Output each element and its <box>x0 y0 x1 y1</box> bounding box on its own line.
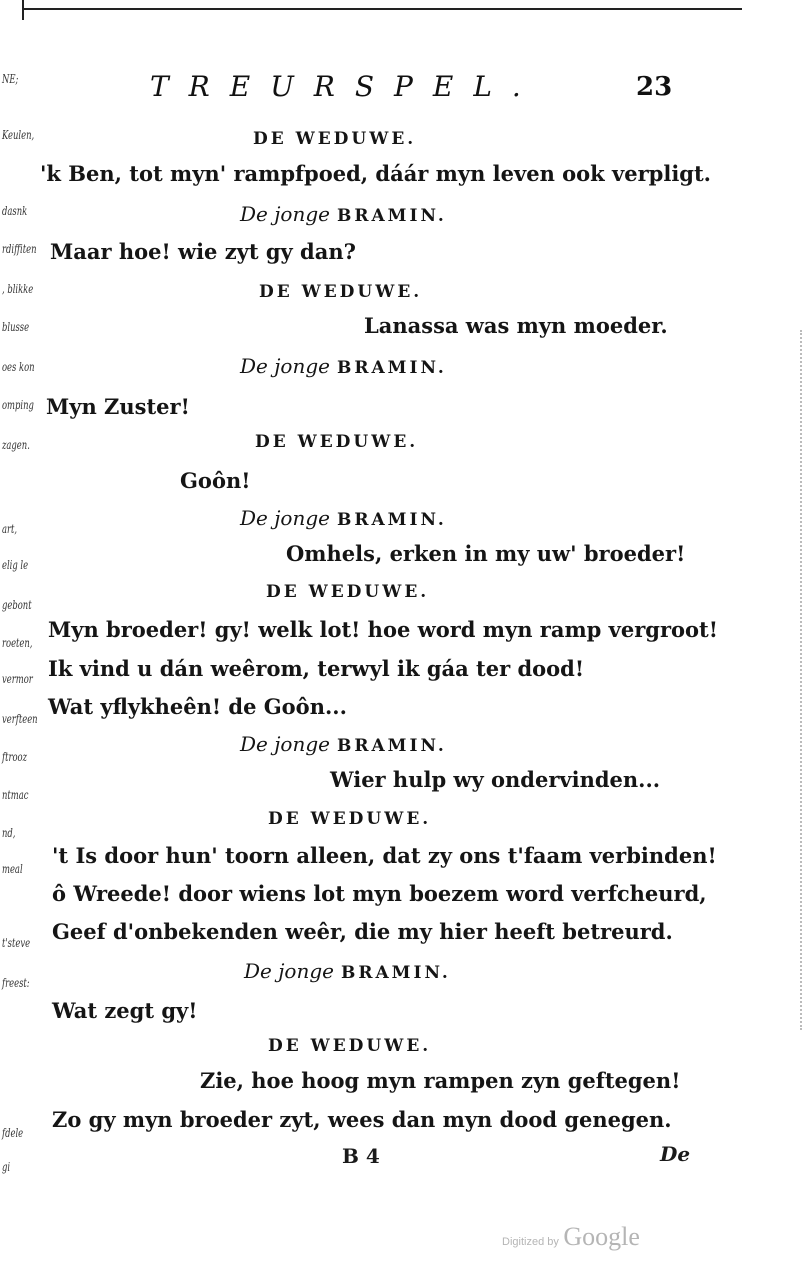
margin-fragment: ftrooz <box>2 750 28 764</box>
margin-fragment: gi <box>2 1160 11 1174</box>
speaker-line <box>240 201 447 229</box>
verse-line: 'k Ben, tot myn' rampfpoed, dáár myn leven ook verpligt. <box>40 161 711 186</box>
margin-fragment: meal <box>2 862 23 876</box>
speaker-line: DE WEDUWE. <box>259 282 423 302</box>
margin-fragment: zagen. <box>2 438 30 452</box>
speaker-line <box>240 353 447 381</box>
speaker-prefix: De jonge <box>240 202 330 226</box>
verse-line: Zie, hoe hoog myn rampen zyn geftegen! <box>200 1068 681 1093</box>
previous-page-gutter <box>0 0 42 1282</box>
margin-fragment: t'steve <box>2 936 31 950</box>
margin-fragment: fdele <box>2 1126 24 1140</box>
margin-fragment: NE; <box>2 72 19 86</box>
verse-line: ô Wreede! door wiens lot myn boezem word verfcheurd, <box>52 881 707 906</box>
speaker-line <box>240 505 447 533</box>
running-title: TREURSPEL. <box>150 70 541 103</box>
speaker-prefix: De jonge <box>240 506 330 530</box>
speaker-name: BRAMIN. <box>337 510 447 530</box>
margin-fragment: elig le <box>2 558 29 572</box>
margin-fragment: vermor <box>2 672 33 686</box>
verse-line: Wat zegt gy! <box>52 998 198 1023</box>
verse-line: Geef d'onbekenden weêr, die my hier heeft betreurd. <box>52 919 673 944</box>
margin-fragment: omping <box>2 398 34 412</box>
speaker-line: DE WEDUWE. <box>255 432 419 452</box>
verse-line: Omhels, erken in my uw' broeder! <box>286 541 686 566</box>
digitization-watermark <box>502 1222 640 1252</box>
verse-line: Ik vind u dán weêrom, terwyl ik gáa ter dood! <box>48 656 585 681</box>
page-number: 23 <box>636 72 673 102</box>
margin-fragment: , blikke <box>2 282 34 296</box>
speaker-name: BRAMIN. <box>337 358 447 378</box>
margin-fragment: ntmac <box>2 788 29 802</box>
margin-fragment: blusse <box>2 320 30 334</box>
catchword: De <box>660 1142 691 1166</box>
right-edge-dots <box>800 330 805 1030</box>
margin-fragment: dasnk <box>2 204 28 218</box>
margin-fragment: art, <box>2 522 18 536</box>
verse-line: Maar hoe! wie zyt gy dan? <box>50 239 356 264</box>
speaker-line <box>240 731 447 759</box>
verse-line: 't Is door hun' toorn alleen, dat zy ons t'faam verbinden! <box>52 843 717 868</box>
speaker-prefix: De jonge <box>244 959 334 983</box>
speaker-name: BRAMIN. <box>337 206 447 226</box>
verse-line: Wier hulp wy ondervinden... <box>330 767 661 792</box>
speaker-line <box>244 958 451 986</box>
google-logo: Google <box>563 1222 640 1251</box>
signature-mark: B 4 <box>342 1144 380 1168</box>
margin-fragment: Keulen, <box>2 128 35 142</box>
speaker-name: BRAMIN. <box>341 963 451 983</box>
speaker-prefix: De jonge <box>240 354 330 378</box>
verse-line: Wat yflykheên! de Goôn... <box>48 694 347 719</box>
margin-fragment: rdiffiten <box>2 242 37 256</box>
speaker-line: DE WEDUWE. <box>253 129 417 149</box>
speaker-line: DE WEDUWE. <box>268 809 432 829</box>
margin-fragment: roeten, <box>2 636 33 650</box>
verse-line: Goôn! <box>180 468 251 493</box>
watermark-prefix: Digitized by <box>502 1236 559 1248</box>
margin-fragment: freest: <box>2 976 30 990</box>
verse-line: Myn broeder! gy! welk lot! hoe word myn ramp vergroot! <box>48 617 718 642</box>
speaker-line: DE WEDUWE. <box>268 1036 432 1056</box>
verse-line: Lanassa was myn moeder. <box>364 313 668 338</box>
margin-fragment: gebont <box>2 598 32 612</box>
speaker-name: BRAMIN. <box>337 736 447 756</box>
margin-fragment: nd, <box>2 826 16 840</box>
speaker-line: DE WEDUWE. <box>266 582 430 602</box>
speaker-prefix: De jonge <box>240 732 330 756</box>
top-border-line <box>22 8 742 10</box>
margin-fragment: verfteen <box>2 712 38 726</box>
verse-line: Zo gy myn broeder zyt, wees dan myn dood genegen. <box>52 1107 672 1132</box>
margin-fragment: oes kon <box>2 360 35 374</box>
verse-line: Myn Zuster! <box>46 394 190 419</box>
